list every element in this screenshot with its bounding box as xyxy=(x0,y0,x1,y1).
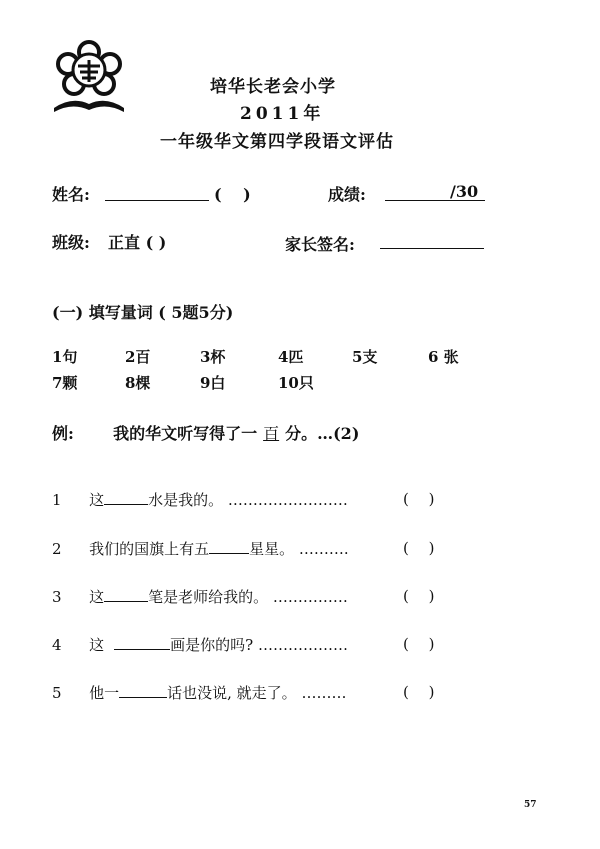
parent-signature-label: 家长签名: xyxy=(285,235,355,254)
question-1 xyxy=(52,488,348,510)
section-title: (一) 填写量词 ( 5题5分) xyxy=(52,303,234,322)
class-label: 班级: xyxy=(52,233,90,252)
question-dots: ……………… xyxy=(257,636,348,654)
question-blank[interactable] xyxy=(114,633,170,650)
question-text-post: 话也没说, 就走了。 xyxy=(167,684,297,702)
option-4: 4匹 xyxy=(278,348,304,366)
question-text-pre: 我们的国旗上有五 xyxy=(89,540,210,558)
class-value: 正直 ( ) xyxy=(108,233,167,252)
option-1: 1句 xyxy=(52,348,78,366)
question-text-pre: 他一 xyxy=(89,684,120,702)
score-label: 成绩: xyxy=(328,185,366,204)
answer-paren-5[interactable]: ( ) xyxy=(403,683,435,701)
question-dots: ………. xyxy=(298,540,349,558)
question-3 xyxy=(52,585,348,607)
question-blank[interactable] xyxy=(104,488,148,505)
answer-paren-1[interactable]: ( ) xyxy=(403,490,435,508)
question-5 xyxy=(52,681,346,703)
question-text-post: 星星。 xyxy=(249,540,295,558)
exam-year: 2011年 xyxy=(240,104,325,124)
example-answer: 百 xyxy=(263,424,280,443)
question-number: 1 xyxy=(52,491,62,509)
option-7: 7颗 xyxy=(52,374,78,392)
school-name: 培华长老会小学 xyxy=(210,77,336,97)
score-total: /30 xyxy=(450,182,479,201)
question-blank[interactable] xyxy=(209,537,249,554)
name-number-paren: ( ) xyxy=(214,185,251,204)
option-5: 5支 xyxy=(352,348,378,366)
question-text-post: 画是你的吗? xyxy=(170,636,254,654)
option-9: 9白 xyxy=(200,374,226,392)
exam-title: 一年级华文第四学段语文评估 xyxy=(160,132,394,152)
parent-signature-blank[interactable] xyxy=(380,232,484,249)
question-number: 4 xyxy=(52,636,62,654)
question-number: 5 xyxy=(52,684,62,702)
question-dots: …………………… xyxy=(227,491,348,509)
option-6: 6 张 xyxy=(428,348,459,366)
example-after: 分。…(2) xyxy=(285,424,360,443)
question-blank[interactable] xyxy=(104,585,148,602)
school-logo-icon xyxy=(50,38,128,116)
answer-paren-4[interactable]: ( ) xyxy=(403,635,435,653)
answer-paren-2[interactable]: ( ) xyxy=(403,539,435,557)
question-dots: …………… xyxy=(272,588,348,606)
question-2 xyxy=(52,537,349,559)
option-2: 2百 xyxy=(125,348,151,366)
question-4 xyxy=(52,633,348,655)
question-number: 2 xyxy=(52,540,62,558)
answer-paren-3[interactable]: ( ) xyxy=(403,587,435,605)
question-number: 3 xyxy=(52,588,62,606)
question-blank[interactable] xyxy=(119,681,167,698)
option-8: 8棵 xyxy=(125,374,151,392)
question-text-post: 笔是老师给我的。 xyxy=(148,588,269,606)
option-3: 3杯 xyxy=(200,348,226,366)
question-text-pre: 这 xyxy=(89,588,105,606)
example-label: 例: xyxy=(52,424,74,443)
question-text-pre: 这 xyxy=(89,491,105,509)
page-number: 57 xyxy=(524,800,537,810)
question-text-post: 水是我的。 xyxy=(148,491,224,509)
example-line xyxy=(52,421,359,444)
option-10: 10只 xyxy=(278,374,314,392)
name-blank[interactable] xyxy=(105,184,209,201)
name-label: 姓名: xyxy=(52,185,90,204)
question-dots: ……… xyxy=(301,684,347,702)
question-text-pre: 这 xyxy=(89,636,105,654)
example-before: 我的华文听写得了一 xyxy=(113,424,258,443)
